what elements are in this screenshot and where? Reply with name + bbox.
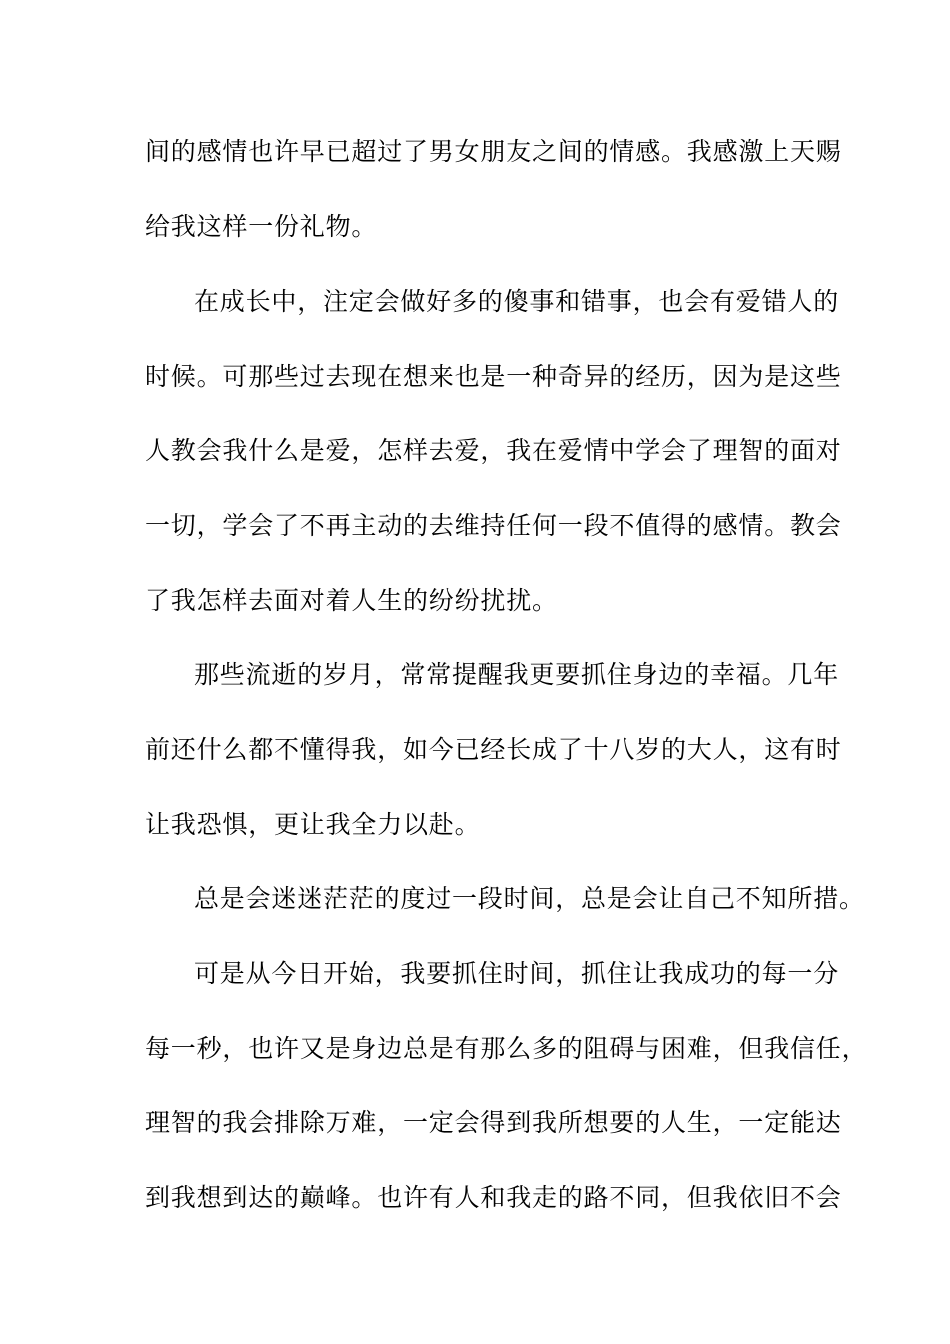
text-line: 给我这样一份礼物。 bbox=[145, 212, 378, 241]
paragraph-start-line: 在成长中，注定会做好多的傻事和错事，也会有爱错人的 bbox=[194, 287, 840, 316]
text-line: 一切，学会了不再主动的去维持任何一段不值得的感情。教会 bbox=[145, 511, 842, 540]
text-line: 前还什么都不懂得我，如今已经长成了十八岁的大人，这有时 bbox=[145, 735, 842, 764]
text-line: 理智的我会排除万难，一定会得到我所想要的人生，一定能达 bbox=[145, 1108, 842, 1137]
paragraph-start-line: 可是从今日开始，我要抓住时间，抓住让我成功的每一分 bbox=[194, 959, 840, 988]
text-line: 到我想到达的巅峰。也许有人和我走的路不同，但我依旧不会 bbox=[145, 1183, 842, 1212]
paragraph-start-line: 总是会迷迷茫茫的度过一段时间，总是会让自己不知所措。 bbox=[194, 884, 865, 913]
text-line: 间的感情也许早已超过了男女朋友之间的情感。我感激上天赐 bbox=[145, 137, 842, 166]
text-line: 了我怎样去面对着人生的纷纷扰扰。 bbox=[145, 586, 558, 615]
paragraph-start-line: 那些流逝的岁月，常常提醒我更要抓住身边的幸福。几年 bbox=[194, 660, 840, 689]
text-line: 让我恐惧，更让我全力以赴。 bbox=[145, 810, 481, 839]
text-line: 人教会我什么是爱，怎样去爱，我在爱情中学会了理智的面对 bbox=[145, 436, 842, 465]
text-line: 每一秒，也许又是身边总是有那么多的阻碍与困难，但我信任， bbox=[145, 1034, 868, 1063]
text-line: 时候。可那些过去现在想来也是一种奇异的经历，因为是这些 bbox=[145, 362, 842, 391]
